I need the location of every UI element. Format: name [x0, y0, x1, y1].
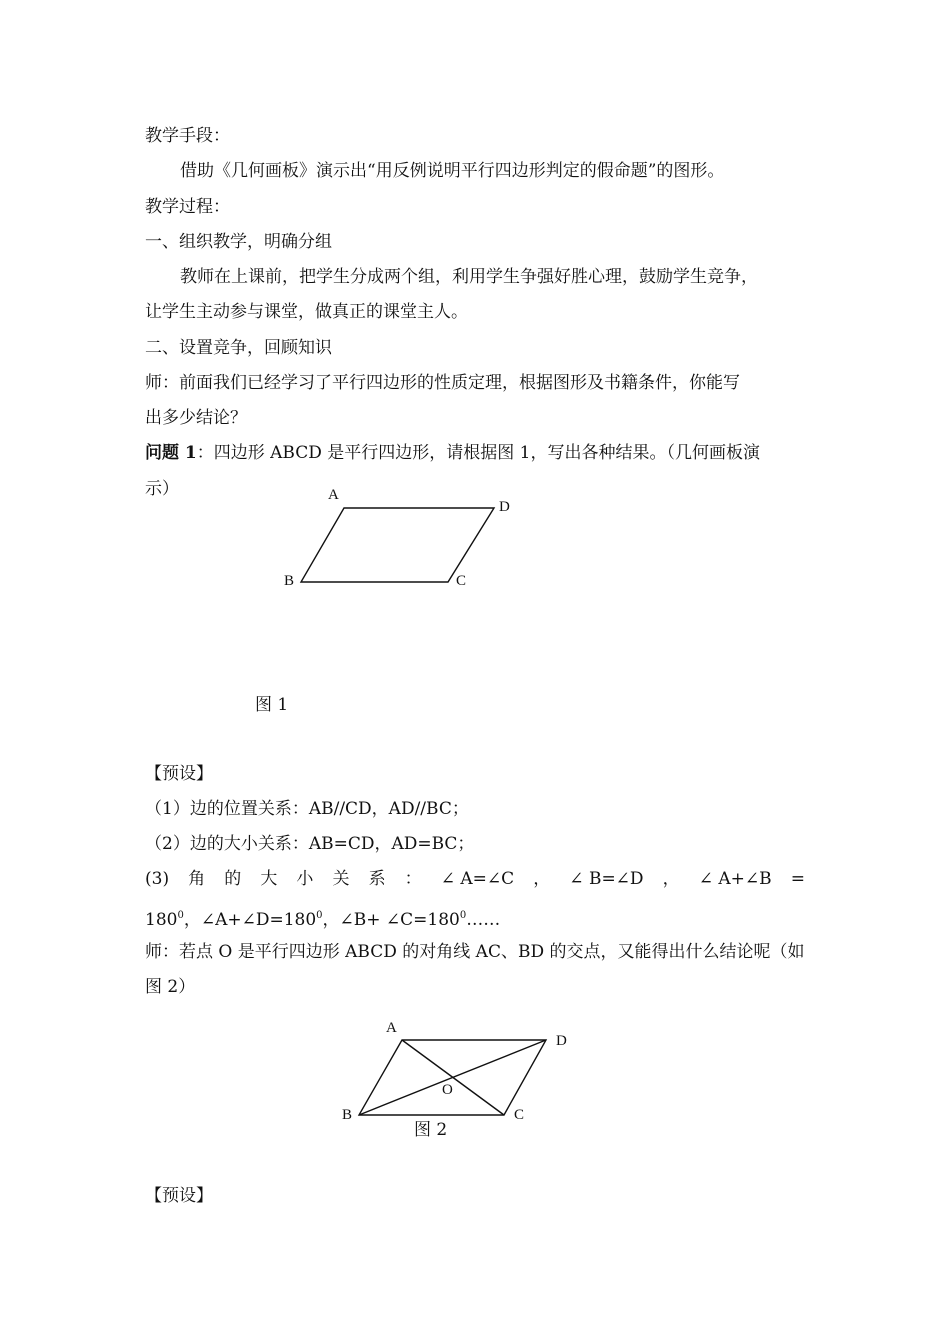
- preset-item-3-part: 小: [296, 869, 314, 889]
- angle-sum-text: ，∠B+ ∠C=180: [322, 910, 460, 930]
- heading-process: 教学过程：: [145, 197, 230, 217]
- preset-item-3-part: ∠ A+∠B: [698, 869, 772, 889]
- preset-item-3-part: ∠ A=∠C: [440, 869, 515, 889]
- preset-item-3-part: 大: [260, 869, 278, 889]
- vertex-label-c: C: [456, 573, 467, 589]
- preset-item-3-part: ，: [662, 869, 680, 889]
- section1-title: 一、组织教学，明确分组: [145, 232, 332, 252]
- problem1-label: 问题 1: [145, 443, 197, 463]
- problem1-text: ：四边形 ABCD 是平行四边形，请根据图 1，写出各种结果。（几何画板演: [196, 443, 760, 463]
- section2-title: 二、设置竞争，回顾知识: [145, 338, 332, 358]
- ellipsis: ……: [466, 910, 501, 930]
- preset-item-3-part: 系: [368, 869, 386, 889]
- teacher-question-line2: 出多少结论？: [145, 408, 247, 428]
- preset-item-3-part: 角: [188, 869, 206, 889]
- preset-item-3-part: ：: [404, 869, 422, 889]
- vertex-label-b: B: [342, 1107, 353, 1123]
- preset-item-3-part: =: [790, 869, 805, 889]
- vertex-label-d: D: [556, 1033, 567, 1049]
- section1-paragraph-line2: 让学生主动参与课堂，做真正的课堂主人。: [145, 302, 468, 322]
- preset-item-3-part: ，: [533, 869, 551, 889]
- teacher-question2-line2: 图 2）: [145, 977, 196, 997]
- degree-sup: 0: [316, 910, 323, 921]
- preset-item-1: （1）边的位置关系：AB//CD，AD//BC；: [145, 799, 469, 819]
- heading-means: 教学手段：: [145, 126, 230, 146]
- degree-sup: 0: [459, 910, 467, 921]
- means-text: 借助《几何画板》演示出“用反例说明平行四边形判定的假命题”的图形。: [180, 161, 725, 181]
- preset-item-3-part: 的: [224, 869, 242, 889]
- teacher-question-line1: 师：前面我们已经学习了平行四边形的性质定理，根据图形及书籍条件，你能写: [145, 373, 740, 393]
- degree-sup: 0: [177, 910, 184, 921]
- vertex-label-d: D: [499, 499, 510, 515]
- vertex-label-c: C: [514, 1107, 525, 1123]
- vertex-label-a: A: [328, 487, 339, 503]
- preset-item-3-part: ∠ B=∠D: [569, 869, 644, 889]
- vertex-label-b: B: [284, 573, 295, 589]
- diagonal-bd: [359, 1040, 546, 1115]
- problem1-line2: 示）: [145, 479, 179, 499]
- preset-label: 【预设】: [145, 764, 213, 784]
- figure1-caption: 图 1: [255, 695, 289, 715]
- preset-item-3-part: (3): [145, 869, 170, 889]
- preset-item-3-part: 关: [332, 869, 350, 889]
- angle-sum-text: ，∠A+∠D=180: [183, 910, 317, 930]
- preset-item-2: （2）边的大小关系：AB=CD，AD=BC；: [145, 834, 475, 854]
- intersection-label-o: O: [442, 1082, 453, 1098]
- teacher-question2-line1: 师：若点 O 是平行四边形 ABCD 的对角线 AC、BD 的交点，又能得出什么结论呢（如: [145, 942, 805, 962]
- figure2-caption: 图 2: [414, 1120, 448, 1140]
- preset-label-2: 【预设】: [145, 1186, 213, 1206]
- vertex-label-a: A: [386, 1020, 397, 1036]
- angle-sum-text: 180: [145, 910, 178, 930]
- section1-paragraph-line1: 教师在上课前，把学生分成两个组，利用学生争强好胜心理，鼓励学生竞争，: [180, 267, 758, 287]
